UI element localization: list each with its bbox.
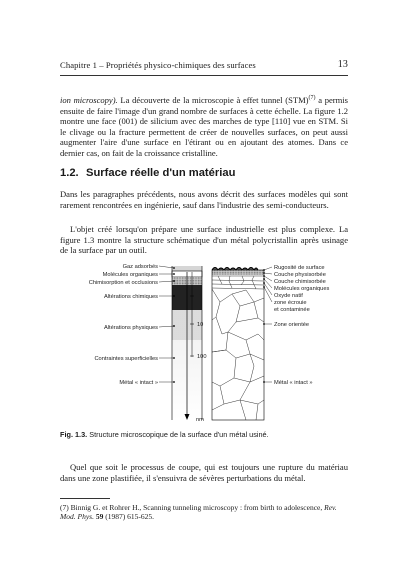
section-title: Surface réelle d'un matériau	[86, 167, 236, 179]
figure-1-3	[60, 262, 348, 422]
label-work-hardened-zone: zone écrouie	[274, 300, 307, 306]
microstructure-drawing	[212, 268, 264, 421]
paragraph-1-text-a: La découverte de la microscopie à effet tunnel (STM)	[117, 95, 309, 105]
scale-label-1: 1	[198, 294, 202, 300]
figure-illustration	[60, 262, 348, 422]
label-surface-roughness: Rugosité de surface	[274, 265, 325, 271]
scale-label-100: 100	[197, 354, 207, 360]
label-native-oxide: Oxyde natif	[274, 293, 303, 299]
footnote-authors: Binnig G. et Rohrer H., Scanning tunneling microscopy : from birth to adolescence,	[68, 503, 323, 512]
paragraph-1	[60, 95, 348, 159]
scale-unit: nm	[196, 417, 204, 422]
footnote-pages: (1987) 615-625.	[103, 512, 154, 522]
paragraph-4: Quel que soit le processus de coupe, qui est toujours une rupture du matériau dans une zone plastifiée, il s'ensuivra de sévères perturbations du métal.	[60, 462, 348, 483]
section-heading	[60, 167, 348, 179]
footnote-journal: Rev. Mod. Phys.	[60, 503, 337, 522]
layer-adsorbed-gas	[172, 266, 202, 271]
label-organic-molecules: Molécules organiques	[102, 272, 158, 278]
footnote-rule	[60, 498, 110, 499]
left-labels	[89, 264, 175, 386]
section-number: 1.2.	[60, 167, 79, 179]
label-oriented-zone: Zone orientée	[274, 322, 310, 328]
label-surface-stresses: Contraintes superficielles	[94, 356, 158, 362]
scale-label-10: 10	[197, 322, 204, 328]
figure-caption-number: Fig. 1.3.	[60, 430, 88, 439]
footnote-number: (7)	[60, 503, 69, 512]
label-intact-metal-left: Métal « intact »	[119, 380, 158, 386]
label-chemisorption: Chimisorption et occlusions	[88, 280, 158, 286]
page-number: 13	[337, 59, 348, 70]
label-intact-metal-right: Métal « intact »	[274, 380, 313, 386]
header-rule	[60, 75, 348, 76]
paragraph-1-italic: ion microscopy).	[60, 95, 118, 105]
label-organic-molecules-right: Molécules organiques	[274, 286, 330, 292]
running-header	[60, 60, 348, 74]
footnote-reference[interactable]: (7)	[308, 95, 316, 102]
label-adsorbed-gas: Gaz adsorbés	[122, 264, 158, 270]
label-chemisorbed-layer: Couche chimisorbée	[274, 279, 326, 285]
chapter-title: Chapitre 1 – Propriétés physico-chimiques des surfaces	[60, 60, 256, 70]
footnote	[60, 503, 348, 522]
paragraph-3: L'objet créé lorsqu'on prépare une surface industrielle est plus complexe. La figure 1.3 montre la structure schématique d'un métal polycristallin après usinage de la surface par un outil.	[60, 224, 348, 256]
figure-caption	[60, 430, 348, 439]
label-contaminated: et contaminée	[274, 307, 310, 313]
label-chemical-alterations: Altérations chimiques	[103, 294, 158, 300]
paragraph-2: Dans les paragraphes précédents, nous avons décrit des surfaces modèles qui sont rarement rencontrées en ingénierie, sauf dans l'industrie des semi-conducteurs.	[60, 189, 348, 210]
paragraph-1-text-b: a permis ensuite de faire l'image d'un grand nombre de surfaces à cette échelle. La figure 1.2 montre une face (001) de silicium avec des marches de type [110] vue en STM. Si le clivage ou la fracture permettent de créer de nouvelles surfaces, on peut aussi augmenter l'aire d'une surface en l'étirant ou en ajoutant des atomes. Dans ce dernier cas, on fait de la croissance cristalline.	[60, 95, 348, 158]
right-labels	[263, 265, 329, 386]
label-physisorbed-layer: Couche physisorbée	[274, 272, 326, 278]
footnote-volume: 59	[95, 512, 104, 522]
figure-caption-text: Structure microscopique de la surface d'un métal usiné.	[87, 430, 269, 439]
label-physical-alterations: Altérations physiques	[103, 325, 158, 331]
